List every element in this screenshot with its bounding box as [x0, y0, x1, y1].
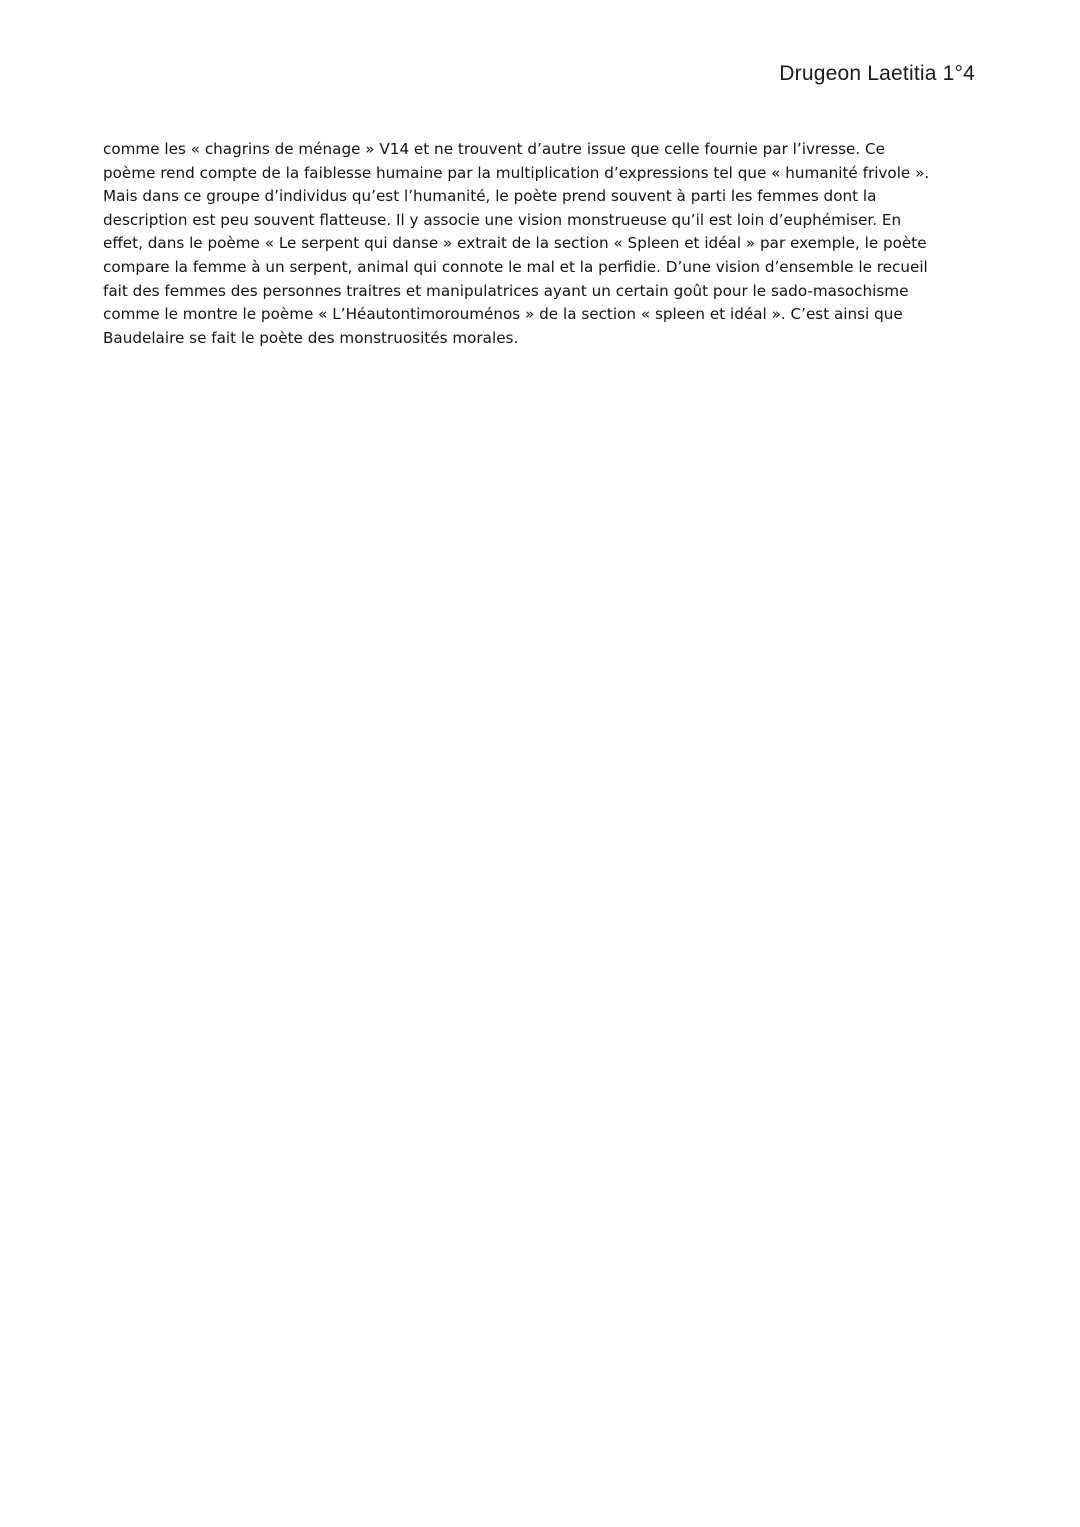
body-paragraph [103, 138, 983, 350]
paragraph-line: Baudelaire se fait le poète des monstruosités morales. [103, 328, 519, 347]
paragraph-line: comme le montre le poème « L’Héautontimorouménos » de la section « spleen et idéal ». C’est ainsi que [103, 305, 903, 324]
paragraph-line: fait des femmes des personnes traitres et manipulatrices ayant un certain goût pour le sado-masochisme [103, 281, 909, 300]
paragraph-line: comme les « chagrins de ménage » V14 et ne trouvent d’autre issue que celle fournie par l’ivresse. Ce [103, 140, 885, 158]
paragraph-line: effet, dans le poème « Le serpent qui danse » extrait de la section « Spleen et idéal » par exemple, le poète [103, 234, 927, 253]
paragraph-line: description est peu souvent flatteuse. Il y associe une vision monstrueuse qu’il est loin d’euphémiser. En [103, 210, 902, 229]
paragraph-line: compare la femme à un serpent, animal qui connote le mal et la perfidie. D’une vision d’ensemble le recueil [103, 257, 928, 276]
author-header: Drugeon Laetitia 1°4 [779, 62, 975, 85]
paragraph-line: poème rend compte de la faiblesse humaine par la multiplication d’expressions tel que « humanité frivole ». [103, 163, 930, 182]
paragraph-line: Mais dans ce groupe d’individus qu’est l’humanité, le poète prend souvent à parti les femmes dont la [103, 187, 877, 206]
